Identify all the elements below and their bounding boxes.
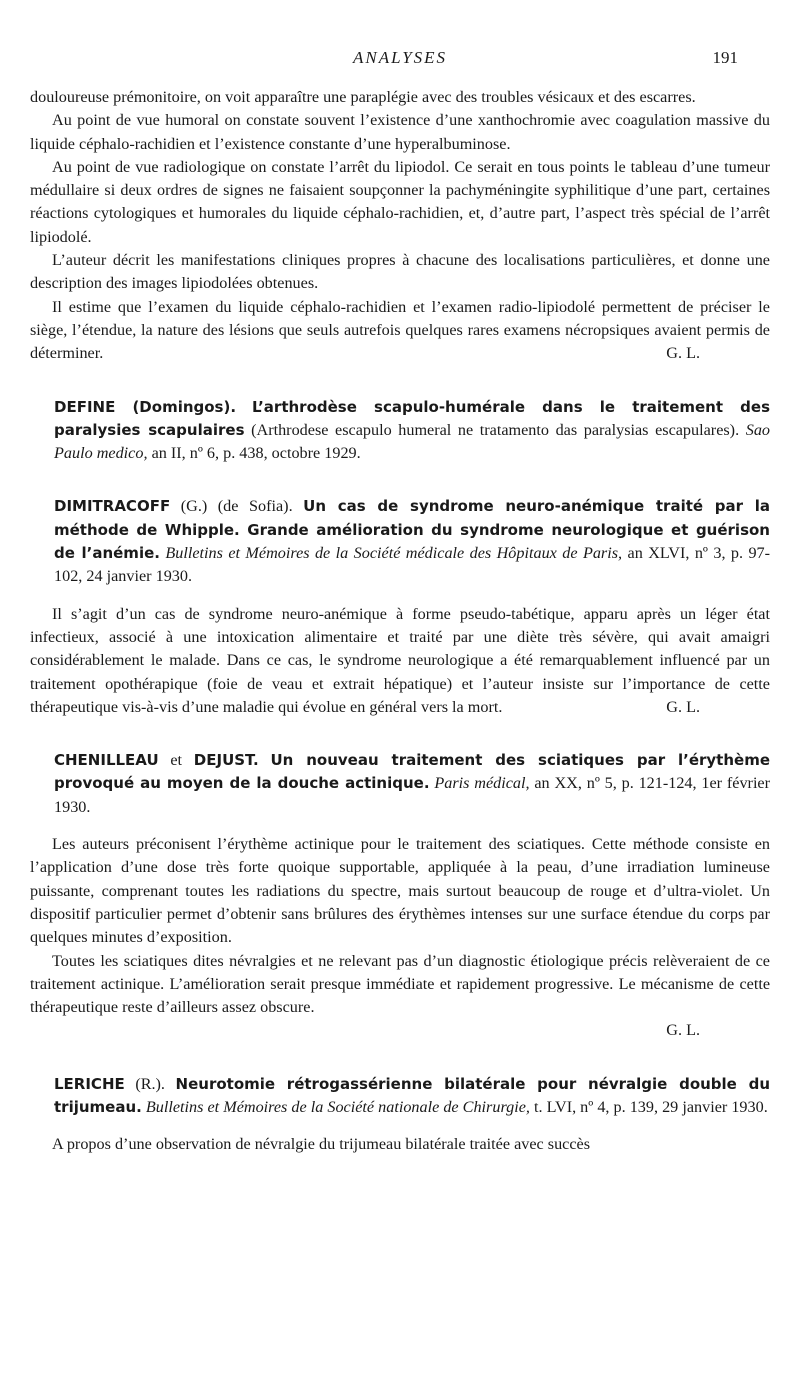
entry-title: Un nouveau traitement des sciatiques par l’érythème provoqué au moyen de la douche actinique.: [54, 751, 771, 793]
review-entry-define: [30, 396, 770, 466]
entry-author-2: DEJUST.: [193, 751, 259, 770]
paragraph: Au point de vue radiologique on constate l’arrêt du lipiodol. Ce serait en tous points le tableau d’une tumeur médullaire si deux ordres de signes ne faisaient soupçonner la pachyméningite syphilitique d’une part, certaines réactions cytologiques et humorales du liquide céphalo-rachidien, et, d’autre part, l’aspect très spécial de l’arrêt lipiodolé.: [30, 157, 770, 246]
entry-source: Bulletins et Mémoires de la Société médicale des Hôpitaux de Paris,: [165, 544, 623, 563]
entry-body: A propos d’une observation de névralgie du trijumeau bilatérale traitée avec succès: [52, 1135, 591, 1154]
entry-body-text: Il s’agit d’un cas de syndrome neuro-anémique à forme pseudo-tabétique, apparu après un léger état infectieux, associé à une intoxication alimentaire et traité par une diète très sévère, qui avait amaigri considérablement le malade. Dans ce cas, le syndrome neurologique a été remarquablement influencé par un traitement opothérapique (foie de veau et extrait hépatique) et l’auteur insiste sur l’importance de cette thérapeutique vis-à-vis d’une maladie qui évolue en général vers la mort.: [30, 604, 770, 716]
entry-title: Un cas de syndrome neuro-anémique traité par la méthode de Whipple. Grande amélioration du syndrome neurologique et guérison de l’anémie.: [54, 497, 771, 563]
continued-review: [30, 86, 770, 366]
signature-line: [30, 1019, 770, 1042]
entry-author: DEFINE (Domingos).: [54, 397, 237, 416]
entry-body: Les auteurs préconisent l’érythème actinique pour le traitement des sciatiques. Cette méthode consiste en l’application d’une dose très forte quoique supportable, appliquée à la peau, d’une irradiation lumineuse puissante, comprenant toutes les radiations du spectre, mais surtout beaucoup de rouge et d’ultra-violet. Un dispositif particulier permet d’obtenir sans brûlures des érythèmes intenses sur une surface étendue du corps par quelques minutes d’exposition.: [30, 835, 770, 947]
paragraph: douloureuse prémonitoire, on voit apparaître une paraplégie avec des troubles vésicaux et des escarres.: [30, 88, 696, 106]
entry-heading: [30, 1073, 770, 1120]
review-entry-leriche: [30, 1073, 770, 1157]
entry-author: CHENILLEAU: [54, 751, 159, 770]
paragraph-text: Il estime que l’examen du liquide céphalo-rachidien et l’examen radio-lipiodolé permettent de préciser le siège, l’étendue, la nature des lésions que seuls autrefois quelques rares examens nécropsiques avaient permis de déterminer.: [30, 297, 770, 363]
running-title: ANALYSES: [352, 48, 448, 67]
signature: G. L.: [666, 1021, 700, 1040]
entry-heading: [30, 495, 770, 588]
page-content: [30, 86, 770, 1157]
entry-author-joiner: et: [170, 751, 183, 770]
entry-heading: [30, 396, 770, 466]
page-number: 191: [712, 48, 738, 67]
entry-reference-end: an XX, nº 5, p. 121-124, 1er février 1930.: [54, 774, 771, 816]
entry-author: LERICHE: [54, 1074, 125, 1093]
entry-body: [30, 603, 770, 719]
review-entry-dimitracoff: [30, 495, 770, 719]
page-header: [30, 48, 770, 72]
entry-heading: [30, 749, 770, 819]
entry-reference: (Arthrodese escapulo humeral ne tratamento das paralysias escapulares).: [251, 420, 740, 439]
entry-source: Sao Paulo medico,: [54, 420, 771, 463]
entry-author: DIMITRACOFF: [54, 497, 171, 516]
paragraph: Au point de vue humoral on constate souvent l’existence d’une xanthochromie avec coagulation massive du liquide céphalo-rachidien et l’existence constante d’une hyperalbuminose.: [30, 111, 770, 153]
review-entry-chenilleau: [30, 749, 770, 1043]
entry-reference-end: an II, nº 6, p. 438, octobre 1929.: [151, 444, 361, 463]
entry-author-detail: (R.).: [135, 1074, 165, 1093]
entry-title: L’arthrodèse scapulo-humérale dans le traitement des paralysies scapulaires: [54, 397, 770, 439]
entry-source: Bulletins et Mémoires de la Société nationale de Chirurgie,: [145, 1097, 530, 1116]
paragraph: L’auteur décrit les manifestations cliniques propres à chacune des localisations particulières, et donne une description des images lipiodolées obtenues.: [30, 251, 770, 293]
entry-title: Neurotomie rétrogassérienne bilatérale pour névralgie double du trijumeau.: [54, 1074, 771, 1116]
signature: G. L.: [666, 697, 700, 716]
entry-reference-end: t. LVI, nº 4, p. 139, 29 janvier 1930.: [534, 1097, 768, 1116]
entry-source: Paris médical,: [434, 774, 530, 793]
entry-reference-end: an XLVI, nº 3, p. 97-102, 24 janvier 1930.: [54, 544, 771, 586]
entry-author-detail: (G.) (de Sofia).: [180, 497, 293, 516]
paragraph-signed: [30, 296, 770, 366]
entry-body: Toutes les sciatiques dites névralgies et ne relevant pas d’un diagnostic étiologique précis relèveraient de ce traitement actinique. L’amélioration serait presque immédiate et rapidement progressive. Le mécanisme de cette thérapeutique reste d’ailleurs assez obscure.: [30, 951, 770, 1017]
signature: G. L.: [666, 344, 700, 363]
